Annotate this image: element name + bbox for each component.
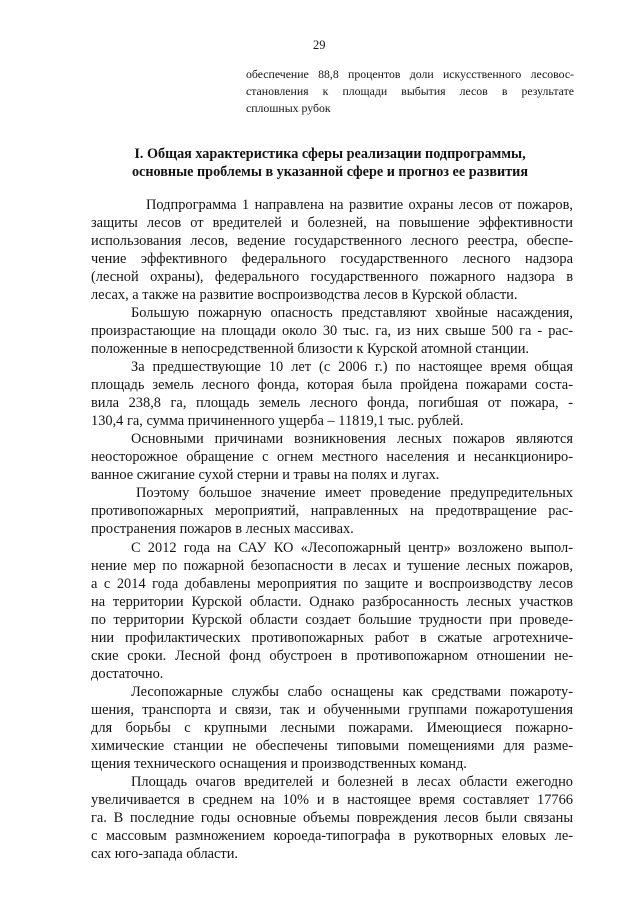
body-line: нии профилактических противопожарных работ в сжатые агротехниче- bbox=[91, 630, 573, 646]
body-line: щения технического оснащения и производственных команд. bbox=[91, 756, 467, 772]
page-number: 29 bbox=[313, 38, 326, 52]
body-line: нение мер по пожарной безопасности в лесах и тушение лесных пожаров, bbox=[91, 558, 573, 574]
body-line: За предшествующие 10 лет (с 2006 г.) по настоящее время общая bbox=[131, 359, 573, 375]
body-line: по территории Курской области создает большие трудности при проведе- bbox=[91, 612, 573, 628]
body-line: (лесной охраны), федерального государственного пожарного надзора в bbox=[91, 269, 573, 285]
body-line: достаточно. bbox=[91, 666, 164, 682]
body-line: шения, транспорта и связи, так и обученными группами пожаротушения bbox=[91, 702, 573, 718]
body-line: Большую пожарную опасность представляют хвойные насаждения, bbox=[131, 305, 573, 321]
body-line: лесах, а также на развитие воспроизводства лесов в Курской области. bbox=[91, 287, 518, 303]
body-line: а с 2014 года добавлены мероприятия по защите и воспроизводству лесов bbox=[91, 576, 573, 592]
body-line: Основными причинами возникновения лесных пожаров являются bbox=[131, 431, 573, 447]
body-line: Подпрограмма 1 направлена на развитие охраны лесов от пожаров, bbox=[146, 197, 573, 213]
body-line: защиты лесов от вредителей и болезней, на повышение эффективности bbox=[91, 215, 573, 231]
body-line: использования лесов, ведение государственного лесного реестра, обеспе- bbox=[91, 233, 573, 249]
body-line: для борьбы с крупными лесными пожарами. Имеющиеся пожарно- bbox=[91, 720, 573, 736]
note-line: обеспечение 88,8 процентов доли искусственного лесовос- bbox=[246, 67, 574, 81]
body-line: С 2012 года на САУ КО «Лесопожарный центр» возложено выпол- bbox=[131, 540, 573, 556]
body-line: противопожарных мероприятий, направленных на предотвращение рас- bbox=[91, 503, 573, 519]
note-line: становления к площади выбытия лесов в результате bbox=[246, 84, 574, 98]
body-line: Площадь очагов вредителей и болезней в лесах области ежегодно bbox=[131, 774, 573, 790]
body-line: площадь земель лесного фонда, которая была пройдена пожарами соста- bbox=[91, 377, 573, 393]
body-line: ванное сжигание сухой стерни и травы на полях и лугах. bbox=[91, 467, 440, 483]
body-line: неосторожное обращение с огнем местного населения и несанкциониро- bbox=[91, 449, 573, 465]
body-line: положенные в непосредственной близости к Курской атомной станции. bbox=[91, 341, 530, 357]
body-line: пространения пожаров в лесных массивах. bbox=[91, 521, 354, 537]
body-line: Поэтому большое значение имеет проведение предупредительных bbox=[136, 485, 573, 501]
note-line: сплошных рубок bbox=[246, 101, 331, 115]
body-line: ские сроки. Лесной фонд обустроен в противопожарном отношении не- bbox=[91, 648, 573, 664]
body-line: увеличивается в среднем на 10% и в настоящее время составляет 17766 bbox=[91, 792, 573, 808]
body-line: химические станции не обеспечены типовыми помещениями для разме- bbox=[91, 738, 573, 754]
body-line: на территории Курской области. Однако разбросанность лесных участков bbox=[91, 594, 573, 610]
body-line: вила 238,8 га, площадь земель лесного фонда, погибшая от пожара, - bbox=[91, 395, 573, 411]
body-line: сах юго-запада области. bbox=[91, 846, 239, 862]
body-line: чение эффективного федерального государственного лесного надзора bbox=[91, 251, 573, 267]
heading-line: I. Общая характеристика сферы реализации подпрограммы, bbox=[134, 146, 526, 162]
body-line: произрастающие на площади около 30 тыс. га, из них свыше 500 га - рас- bbox=[91, 323, 573, 339]
body-line: Лесопожарные службы слабо оснащены как средствами пожароту- bbox=[131, 684, 573, 700]
body-line: га. В последние годы основные объемы повреждения лесов были связаны bbox=[91, 810, 573, 826]
body-line: с массовым размножением короеда-типографа в рукотворных еловых ле- bbox=[91, 828, 573, 844]
heading-line: основные проблемы в указанной сфере и прогноз ее развития bbox=[131, 164, 529, 180]
body-line: 130,4 га, сумма причиненного ущерба – 11819,1 тыс. рублей. bbox=[91, 413, 464, 429]
